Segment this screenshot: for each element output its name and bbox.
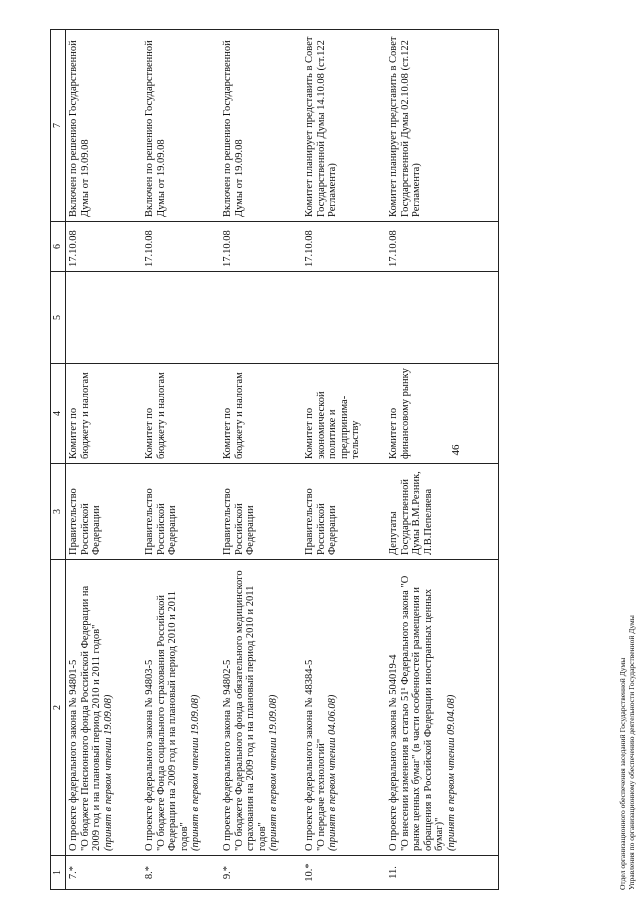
- row-number: 8.*: [142, 856, 220, 890]
- bills-table: [50, 29, 499, 890]
- bill-cell: [302, 560, 386, 856]
- empty-cell: [142, 272, 220, 364]
- column-header: 3: [51, 464, 66, 560]
- bill-intro: О проекте федерального закона № 48384-5: [304, 659, 315, 851]
- bill-cell: [386, 560, 499, 856]
- author-cell: Депутаты Государственной Думы В.М.Резник, Л.В.Пепеляева: [386, 464, 499, 560]
- note-cell: Комитет планирует представить в Совет Государственной Думы 14.10.08 (ст.122 Регламента): [302, 30, 386, 222]
- committee-cell: Комитет по экономической политике и предпринима- тельству: [302, 364, 386, 464]
- column-header: 5: [51, 272, 66, 364]
- author-cell: Правительство Российской Федерации: [220, 464, 302, 560]
- page-number: 46: [450, 444, 462, 456]
- date-cell: 17.10.08: [386, 222, 499, 272]
- note-cell: Включен по решению Государственной Думы от 19.09.08: [66, 30, 143, 222]
- bill-title: "О бюджете Федерального фонда обязательного медицинского страхования на 2009 год и на плановый период 2010 и 2011 годов": [233, 570, 268, 851]
- committee-cell: Комитет по бюджету и налогам: [66, 364, 143, 464]
- bill-title: "О бюджете Фонда социального страхования Российской Федерации на 2009 год и на плановый период 2010 и 2011 годов": [155, 590, 190, 851]
- date-cell: 17.10.08: [66, 222, 143, 272]
- table-row: [220, 30, 302, 890]
- empty-cell: [220, 272, 302, 364]
- bill-adopted: (принят в первом чтении 04.06.08): [327, 694, 338, 851]
- row-number: 10.*: [302, 856, 386, 890]
- bill-adopted: (принят в первом чтении 19.09.08): [268, 694, 279, 851]
- bill-adopted: (принят в первом чтении 19.09.08): [102, 694, 114, 851]
- column-header: 7: [51, 30, 66, 222]
- bill-cell: [66, 560, 143, 856]
- bill-cell: [220, 560, 302, 856]
- row-number: 11.: [386, 856, 499, 890]
- author-cell: Правительство Российской Федерации: [142, 464, 220, 560]
- author-cell: Правительство Российской Федерации: [302, 464, 386, 560]
- table-row: [66, 30, 143, 890]
- empty-cell: [66, 272, 143, 364]
- table-row: [386, 30, 499, 890]
- date-cell: 17.10.08: [302, 222, 386, 272]
- column-numbers-row: [51, 30, 66, 890]
- column-header: 1: [51, 856, 66, 890]
- column-header: 4: [51, 364, 66, 464]
- row-number: 7.*: [66, 856, 143, 890]
- committee-cell: Комитет по бюджету и налогам: [142, 364, 220, 464]
- bill-intro: О проекте федерального закона № 94803-5: [144, 659, 155, 851]
- empty-cell: [386, 272, 499, 364]
- bill-adopted: (принят в первом чтении 19.09.08): [190, 694, 201, 851]
- date-cell: 17.10.08: [220, 222, 302, 272]
- bill-intro: О проекте федерального закона № 94802-5: [222, 659, 233, 851]
- row-number: 9.*: [220, 856, 302, 890]
- author-cell: Правительство Российской Федерации: [66, 464, 143, 560]
- note-cell: Включен по решению Государственной Думы от 19.09.08: [142, 30, 220, 222]
- footer-line: Отдел организационного обеспечения заседаний Государственной Думы: [618, 657, 627, 890]
- table-row: [302, 30, 386, 890]
- bill-cell: [142, 560, 220, 856]
- column-header: 2: [51, 560, 66, 856]
- bill-title: "О внесении изменения в статью 51¹ Федерального закона "О рынке ценных бумаг" (в части особенностей размещения и обращения в Российской Федерации иностранных ценных бумаг)": [399, 575, 445, 851]
- bill-adopted: (принят в первом чтении 09.04.08): [445, 694, 457, 851]
- bill-title: "О передаче технологий": [315, 738, 327, 851]
- footer: [618, 10, 636, 890]
- note-cell: Комитет планирует представить в Совет Государственной Думы 02.10.08 (ст.122 Регламента): [386, 30, 499, 222]
- committee-cell: Комитет по бюджету и налогам: [220, 364, 302, 464]
- committee-cell: Комитет по финансовому рынку: [386, 364, 499, 464]
- bill-title: "О бюджете Пенсионного фонда Российской Федерации на 2009 год и на плановый период 2010 и 2011 годов": [79, 585, 102, 851]
- note-cell: Включен по решению Государственной Думы от 19.09.08: [220, 30, 302, 222]
- table-row: [142, 30, 220, 890]
- bill-intro: О проекте федерального закона № 94801-5: [68, 659, 79, 851]
- footer-line: Управления по организационному обеспечению деятельности Государственной Думы: [627, 615, 636, 890]
- date-cell: 17.10.08: [142, 222, 220, 272]
- column-header: 6: [51, 222, 66, 272]
- empty-cell: [302, 272, 386, 364]
- bill-intro: О проекте федерального закона № 504019-4: [388, 654, 399, 851]
